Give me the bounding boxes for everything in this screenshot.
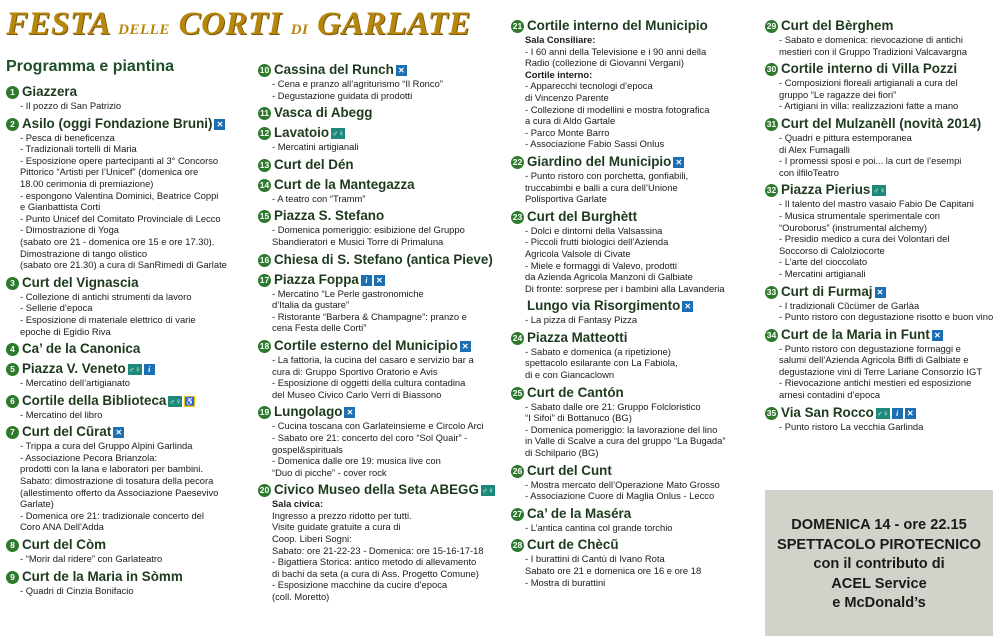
item-line: - Punto ristoro La vecchia Garlinda	[779, 420, 924, 432]
program-column-2	[258, 58, 503, 603]
item-line: - Cucina toscana con Garlateinsieme e Circolo Arci	[272, 420, 484, 432]
item-heading	[6, 274, 251, 291]
item-line: - I promessi sposi e poi... la curt de l’esempi	[779, 155, 962, 167]
item-name: Curt di Furmaj	[781, 283, 873, 299]
item-number-badge: 29	[766, 21, 777, 31]
item-number-badge: 12	[259, 128, 270, 139]
item-line: Di fronte: sorprese per i bambini alla Lavanderia	[525, 282, 725, 294]
item-line: - Punto ristoro con porchetta, gonfiabili,	[525, 169, 689, 181]
item-name: Curt del Vignascia	[22, 274, 139, 290]
program-item	[511, 297, 761, 326]
item-number-badge: 2	[6, 118, 19, 131]
item-line: - Domenica pomeriggio: la lavorazione del lino	[525, 423, 718, 435]
item-name: Piazza Pierius	[781, 182, 871, 198]
item-heading	[511, 153, 761, 170]
item-line: - Associazione Cuore di Maglia Onlus - Lecco	[525, 490, 715, 502]
item-number-badge: 22	[512, 156, 523, 167]
program-item	[258, 176, 503, 205]
item-heading	[765, 17, 997, 34]
item-heading	[765, 115, 997, 132]
item-number-badge: 16	[259, 254, 270, 265]
item-heading	[765, 283, 997, 300]
item-line: - espongono Valentina Dominici, Beatrice Coppi	[20, 189, 219, 201]
item-name: Curt del Cunt	[527, 462, 612, 478]
item-name: Piazza V. Veneto	[22, 361, 126, 377]
item-line: da Azienda Agricola Manzoni di Galbiate	[525, 271, 693, 283]
item-heading	[258, 251, 503, 268]
toilet-icon: ♂♀	[332, 129, 345, 139]
item-heading	[511, 17, 761, 34]
item-subheading: Sala Consiliare:	[525, 34, 596, 45]
item-line: - Esposizione opere partecipanti al 3° Concorso	[20, 154, 219, 166]
program-item	[258, 251, 503, 268]
program-item	[6, 423, 251, 533]
item-name: Cortile esterno del Municipio	[274, 337, 458, 353]
restaurant-icon: ✕	[214, 119, 225, 130]
item-line: (sabato ore 21 - domenica ore 15 e ore 17.30).	[20, 235, 215, 247]
item-line: gruppo “Le ragazze dei fiori”	[779, 88, 897, 100]
item-line: - Apparecchi tecnologi d’epoca	[525, 80, 653, 92]
item-line: - Mercatino “Le Perle gastronomiche	[272, 287, 424, 299]
item-line: (allestimento offerto da Associazione Paesevivo	[20, 486, 219, 498]
item-name: Cassina del Runch	[274, 62, 394, 77]
item-line: - Punto ristoro con degustazione formaggi e	[779, 342, 961, 354]
item-number-badge: 20	[259, 485, 270, 496]
item-heading	[511, 329, 761, 346]
item-number-badge: 3	[6, 277, 19, 290]
item-heading	[511, 384, 761, 401]
item-name: Giardino del Municipio	[527, 153, 672, 169]
item-line: - I 60 anni della Televisione e i 90 anni della	[525, 45, 707, 57]
item-line: - Esposizione macchine da cucire d’epoca	[272, 579, 448, 591]
item-line: - Presidio medico a cura dei Volontari del	[779, 233, 950, 245]
item-name: Cortile interno del Municipio	[527, 18, 708, 33]
item-name: Curt de Chècũ	[527, 537, 619, 553]
item-line: - Piccoli frutti biologici dell’Azienda	[525, 236, 669, 248]
item-name: Piazza Matteotti	[527, 329, 628, 345]
item-line: - Esposizione di oggetti della cultura contadina	[272, 377, 466, 389]
toilet-icon: ♂♀	[169, 396, 182, 406]
program-column-1	[6, 80, 251, 596]
item-line: - I tradizionali Cũcümer de Garlàa	[779, 299, 920, 311]
item-line: del Museo Civico Carlo Verri di Biassono	[272, 388, 442, 400]
item-line: a cura di Aldo Gartale	[525, 115, 616, 127]
item-line: - L’antica cantina col grande torchio	[525, 521, 673, 533]
item-line: - Mercatini artigianali	[779, 267, 866, 279]
item-line: - Sabato e domenica (a ripetizione)	[525, 345, 671, 357]
item-line: Soccorso di Calolziocorte	[779, 244, 885, 256]
item-line: salumi dell’Azienda Agricola Biffi di Galbiate e	[779, 354, 969, 366]
item-line: - Artigiani in villa: realizzazioni fatte a mano	[779, 100, 959, 112]
item-line: - Domenica pomeriggio: esibizione del Gruppo	[272, 224, 465, 236]
item-line: - Sellerie d’epoca	[20, 302, 93, 314]
item-line: - A teatro con “Tramm”	[272, 192, 366, 204]
item-line: - Domenica ore 21: tradizionale concerto del	[20, 509, 204, 521]
item-line: Ingresso a prezzo ridotto per tutti.	[272, 509, 412, 521]
restaurant-icon: ✕	[875, 287, 886, 298]
toilet-icon: ♂♀	[873, 186, 886, 196]
item-line: Sabato ore 21 e domenica ore 16 e ore 18	[525, 565, 702, 576]
item-line: di Vincenzo Parente	[525, 91, 609, 103]
item-line: “I Sifoi” di Bottanuco (BG)	[525, 412, 632, 424]
item-heading	[258, 403, 503, 420]
item-number-badge: 7	[6, 426, 19, 439]
item-heading	[258, 104, 503, 121]
item-heading	[258, 271, 503, 288]
program-item	[511, 17, 761, 150]
item-number-badge: 28	[512, 540, 523, 551]
item-number-badge: 32	[766, 185, 777, 196]
item-line: Polisportiva Garlate	[525, 193, 607, 205]
item-line: Sabato: dimostrazione di tosatura della pecora	[20, 475, 214, 487]
item-name: Curt del Còm	[22, 537, 107, 553]
item-heading	[765, 181, 997, 198]
program-item	[258, 104, 503, 121]
program-item	[258, 403, 503, 478]
item-line: con ilfiloTeatro	[779, 166, 839, 178]
item-line: - Sabato e domenica: rievocazione di antichi	[779, 34, 963, 45]
item-heading	[6, 340, 251, 357]
item-line: - Cena e pranzo all’agriturismo “Il Ronco”	[272, 78, 443, 89]
program-item	[6, 568, 251, 597]
item-line: mestieri con il Gruppo Tradizioni Valcavargna	[779, 45, 967, 57]
item-number-badge: 10	[259, 65, 270, 75]
item-line: - Tradizionali tortelli di Maria	[20, 143, 137, 155]
item-line: gospel&spirituals	[272, 443, 343, 455]
program-item	[511, 329, 761, 381]
info-icon: i	[892, 408, 903, 419]
restaurant-icon: ✕	[374, 275, 385, 286]
restaurant-icon: ✕	[682, 301, 693, 312]
item-line: epoche di Egidio Riva	[20, 325, 111, 337]
restaurant-icon: ✕	[344, 407, 355, 418]
item-heading	[258, 156, 503, 173]
item-line: d’Italia da gustare”	[272, 299, 350, 311]
restaurant-icon: ✕	[673, 157, 684, 168]
item-name: Curt de la Maria in Sòmm	[22, 568, 183, 584]
item-number-badge: 23	[512, 211, 523, 222]
item-number-badge: 24	[512, 332, 523, 343]
program-item	[258, 61, 503, 101]
program-item	[511, 153, 761, 205]
program-item	[511, 536, 761, 588]
item-line: Sabato: ore 21-22-23 - Domenica: ore 15-16-17-18	[272, 544, 484, 556]
item-heading	[258, 124, 503, 141]
item-line: - Mercatino del libro	[20, 408, 103, 420]
item-number-badge: 21	[512, 21, 523, 31]
item-line: - Composizioni floreali artigianali a cura del	[779, 77, 958, 89]
program-item	[258, 124, 503, 153]
item-line: - Musica strumentale sperimentale con	[779, 209, 941, 221]
item-line: - Mostra mercato dell’Operazione Mato Grosso	[525, 478, 720, 490]
program-item	[765, 326, 997, 401]
section-title: Programma e piantina	[6, 58, 175, 75]
item-line: - Il talento del mastro vasaio Fabio De Capitani	[779, 198, 974, 210]
item-line: - Dolci e dintorni della Valsassina	[525, 224, 663, 236]
item-number-badge: 30	[766, 64, 777, 75]
item-heading	[511, 297, 761, 314]
item-line: - Associazione Pecora Brianzola:	[20, 451, 158, 463]
item-line: - Collezione di modellini e mostra fotografica	[525, 103, 710, 115]
item-number-badge: 33	[766, 286, 777, 297]
item-line: - Pesca di beneficenza	[20, 131, 115, 143]
item-line: di e con Giancaclown	[525, 369, 615, 381]
item-name: Cortile interno di Villa Pozzi	[781, 61, 958, 77]
item-line: cura di: Gruppo Sportivo Oratorio e Avis	[272, 365, 438, 377]
item-line: - Rievocazione antichi mestieri ed esposizione	[779, 377, 972, 389]
item-name: Asilo (oggi Fondazione Bruni)	[22, 115, 213, 131]
item-heading	[6, 568, 251, 585]
item-line: truccabimbi e balli a cura dell’Unione	[525, 181, 678, 193]
item-name: Giazzera	[22, 84, 78, 99]
program-item	[6, 115, 251, 271]
item-line: degustazione vini di Terre Lariane Consorzio IGT	[779, 365, 983, 377]
item-heading	[6, 360, 251, 377]
item-line: - La fattoria, la cucina del casaro e servizio bar a	[272, 353, 474, 365]
item-line: - Mostra di burattini	[525, 576, 606, 588]
item-number-badge: 17	[259, 274, 270, 285]
item-heading	[6, 536, 251, 553]
box-line: con il contributo di	[813, 556, 945, 572]
item-line: in Valle di Scalve a cura del gruppo “La Bugada”	[525, 435, 726, 447]
item-line: Dimostrazione di tango olistico	[20, 247, 148, 259]
info-icon: i	[361, 275, 372, 286]
toilet-icon: ♂♀	[481, 486, 494, 496]
toilet-icon: ♂♀	[128, 365, 141, 375]
item-heading	[511, 462, 761, 479]
item-line: (sabato ore 21.30) a cura di SanRimedi di Garlate	[20, 259, 227, 271]
item-name: Chiesa di S. Stefano (antica Pieve)	[274, 251, 493, 267]
item-number-badge: 25	[512, 387, 523, 398]
item-heading	[765, 404, 997, 421]
item-name: Curt de Cantón	[527, 384, 624, 400]
item-name: Piazza Foppa	[274, 271, 359, 287]
item-line: - Bigattiera Storica: antico metodo di allevamento	[272, 556, 477, 568]
program-item	[258, 271, 503, 334]
restaurant-icon: ✕	[905, 408, 916, 419]
item-number-badge: 9	[6, 571, 19, 584]
item-line: (coll. Moretto)	[272, 591, 330, 603]
item-line: - Il pozzo di San Patrizio	[20, 100, 122, 111]
item-number-badge: 26	[512, 465, 523, 476]
item-line: - Mercatini artigianali	[272, 141, 359, 153]
program-item	[258, 481, 503, 602]
item-line: Visite guidate gratuite a cura di	[272, 521, 401, 533]
item-heading	[6, 423, 251, 440]
item-number-badge: 18	[259, 340, 270, 351]
item-heading	[765, 60, 997, 77]
program-item	[258, 156, 503, 173]
item-line: e Gianbattista Corti	[20, 201, 101, 213]
program-item	[511, 462, 761, 502]
item-line: - Parco Monte Barro	[525, 126, 610, 138]
item-line: 18.00 cerimonia di premiazione)	[20, 177, 154, 189]
accessible-icon: ♿	[184, 396, 195, 406]
program-column-4	[765, 14, 997, 432]
item-line: - Ristorante “Barbera & Champagne”: pranzo e	[272, 310, 467, 322]
item-line: di bachi da seta (a cura di Ass. Progetto Comune)	[272, 567, 479, 579]
box-line: SPETTACOLO PIROTECNICO	[776, 536, 982, 553]
item-number-badge: 27	[512, 508, 523, 519]
item-number-badge: 19	[259, 407, 270, 418]
item-heading	[258, 176, 503, 193]
item-line: - La pizza di Fantasy Pizza	[525, 314, 638, 326]
item-line: “Duo di picche” - cover rock	[272, 466, 387, 478]
program-item	[6, 360, 251, 389]
item-number-badge: 5	[6, 363, 19, 376]
item-name: Curt del Mulzanèll (novità 2014)	[781, 115, 982, 131]
item-line: prodotti con la lana e laboratori per bambini.	[20, 463, 203, 475]
program-item	[6, 536, 251, 565]
item-number-badge: 15	[259, 211, 270, 222]
item-number-badge: 35	[766, 407, 777, 418]
item-heading	[6, 115, 251, 132]
program-item	[511, 208, 761, 295]
item-line: Coop. Liberi Sogni:	[272, 533, 352, 545]
item-line: Coro ANA Dell’Adda	[20, 521, 104, 533]
item-line: Agricola Valsole di Civate	[525, 247, 631, 259]
program-item	[258, 207, 503, 247]
item-number-badge: 14	[259, 179, 270, 190]
program-item	[765, 60, 997, 112]
item-heading	[6, 83, 251, 100]
item-subheading: Sala civica:	[272, 498, 324, 510]
item-line: Pittorico “Artisti per l’Unicef” (domenica ore	[20, 166, 199, 178]
restaurant-icon: ✕	[460, 341, 471, 352]
item-line: “Ouroborus” (instrumental alchemy)	[779, 221, 927, 233]
item-line: cena Festa delle Corti”	[272, 322, 367, 334]
program-item	[765, 17, 997, 57]
item-line: Radio (collezione di Giovanni Vergani)	[525, 57, 684, 69]
item-heading	[6, 392, 251, 409]
item-line: - Associazione Fabio Sassi Onlus	[525, 138, 665, 150]
info-icon: i	[144, 364, 155, 375]
item-name: Cortile della Biblioteca	[22, 392, 167, 408]
program-column-3	[511, 14, 761, 588]
item-number-badge: 4	[6, 343, 19, 356]
item-line: arnesi contadini d’epoca	[779, 389, 881, 401]
item-line: - Quadri e pittura estemporanea	[779, 131, 912, 143]
item-name: Lungo via Risorgimento	[527, 298, 681, 314]
box-line: ACEL Service	[831, 575, 927, 592]
item-line: - Quadri di Cinzia Bonifacio	[20, 584, 134, 596]
program-item	[765, 181, 997, 279]
program-item	[511, 384, 761, 459]
festival-title: FESTA DELLE CORTI DI GARLATE	[6, 6, 471, 42]
item-name: Curt de la Maria in Funt	[781, 326, 930, 342]
program-item	[6, 83, 251, 112]
toilet-icon: ♂♀	[876, 408, 889, 418]
item-line: Garlate)	[20, 498, 54, 510]
item-name: Curt del Burghètt	[527, 208, 638, 224]
item-number-badge: 13	[259, 159, 270, 170]
item-name: Vasca di Abegg	[274, 105, 373, 121]
item-heading	[511, 208, 761, 225]
restaurant-icon: ✕	[932, 330, 943, 341]
item-line: - Dimostrazione di Yoga	[20, 224, 120, 236]
item-number-badge: 6	[6, 395, 19, 408]
item-line: - Punto Unicef del Comitato Provinciale di Lecco	[20, 212, 221, 224]
item-number-badge: 8	[6, 539, 19, 552]
restaurant-icon: ✕	[396, 65, 407, 76]
program-item	[6, 392, 251, 421]
program-item	[765, 283, 997, 323]
item-name: Via San Rocco	[781, 404, 874, 420]
item-line: - Esposizione di materiale elettrico di varie	[20, 313, 196, 325]
item-number-badge: 1	[6, 86, 19, 99]
program-item	[765, 404, 997, 433]
item-heading	[258, 207, 503, 224]
item-name: Lavatoio	[274, 125, 330, 141]
program-item	[258, 337, 503, 400]
item-line: - Domenica dalle ore 19: musica live con	[272, 455, 441, 467]
item-line: - Collezione di antichi strumenti da lavoro	[20, 290, 192, 302]
item-heading	[511, 505, 761, 522]
box-line: DOMENICA 14 - ore 22.15	[791, 517, 967, 533]
item-line: di Schilpario (BG)	[525, 447, 599, 459]
item-line: spettacolo esilarante con La Fabiola,	[525, 357, 678, 369]
item-name: Curt del Cũrat	[22, 424, 112, 440]
box-line: e McDonald’s	[832, 595, 926, 611]
item-heading	[511, 536, 761, 553]
item-line: - Mercatino dell’artigianato	[20, 377, 130, 389]
program-item	[765, 115, 997, 178]
item-line: - Miele e formaggi di Valevo, prodotti	[525, 259, 677, 271]
item-name: Lungolago	[274, 404, 343, 420]
item-number-badge: 11	[260, 108, 269, 119]
item-number-badge: 34	[766, 329, 777, 340]
item-name: Curt del Bèrghem	[781, 18, 894, 33]
fireworks-box	[765, 490, 993, 636]
item-line: - Degustazione guidata di prodotti	[272, 89, 413, 101]
item-number-badge: 31	[766, 118, 777, 129]
program-item	[6, 274, 251, 337]
item-subheading: Cortile interno:	[525, 68, 593, 80]
item-heading	[258, 481, 503, 498]
item-name: Curt de la Mantegazza	[274, 176, 415, 192]
item-heading	[765, 326, 997, 343]
item-line: - L’arte del cioccolato	[779, 256, 868, 268]
program-item	[511, 505, 761, 534]
item-heading	[258, 337, 503, 354]
item-line: - I burattini di Cantù di Ivano Rota	[525, 553, 665, 565]
item-line: Sbandieratori e Musici Torre di Primaluna	[272, 235, 444, 247]
item-line: - Sabato ore 21: concerto del coro “Sol Quair” -	[272, 431, 468, 443]
item-line: - Punto ristoro con degustazione risotto e buon vino	[779, 311, 994, 323]
item-line: di Alex Fumagalli	[779, 143, 850, 155]
item-line: - Trippa a cura del Gruppo Alpini Garlinda	[20, 440, 193, 452]
item-name: Ca’ de la Canonica	[22, 341, 141, 357]
item-line: - “Morir dal ridere” con Garlateatro	[20, 553, 163, 565]
item-name: Ca’ de la Maséra	[527, 505, 632, 521]
item-heading	[258, 61, 503, 78]
item-name: Piazza S. Stefano	[274, 208, 385, 224]
item-name: Civico Museo della Seta ABEGG	[274, 482, 479, 498]
item-line: - Sabato dalle ore 21: Gruppo Folcloristico	[525, 400, 701, 412]
restaurant-icon: ✕	[113, 427, 124, 438]
item-name: Curt del Dén	[274, 156, 354, 172]
program-item	[6, 340, 251, 357]
